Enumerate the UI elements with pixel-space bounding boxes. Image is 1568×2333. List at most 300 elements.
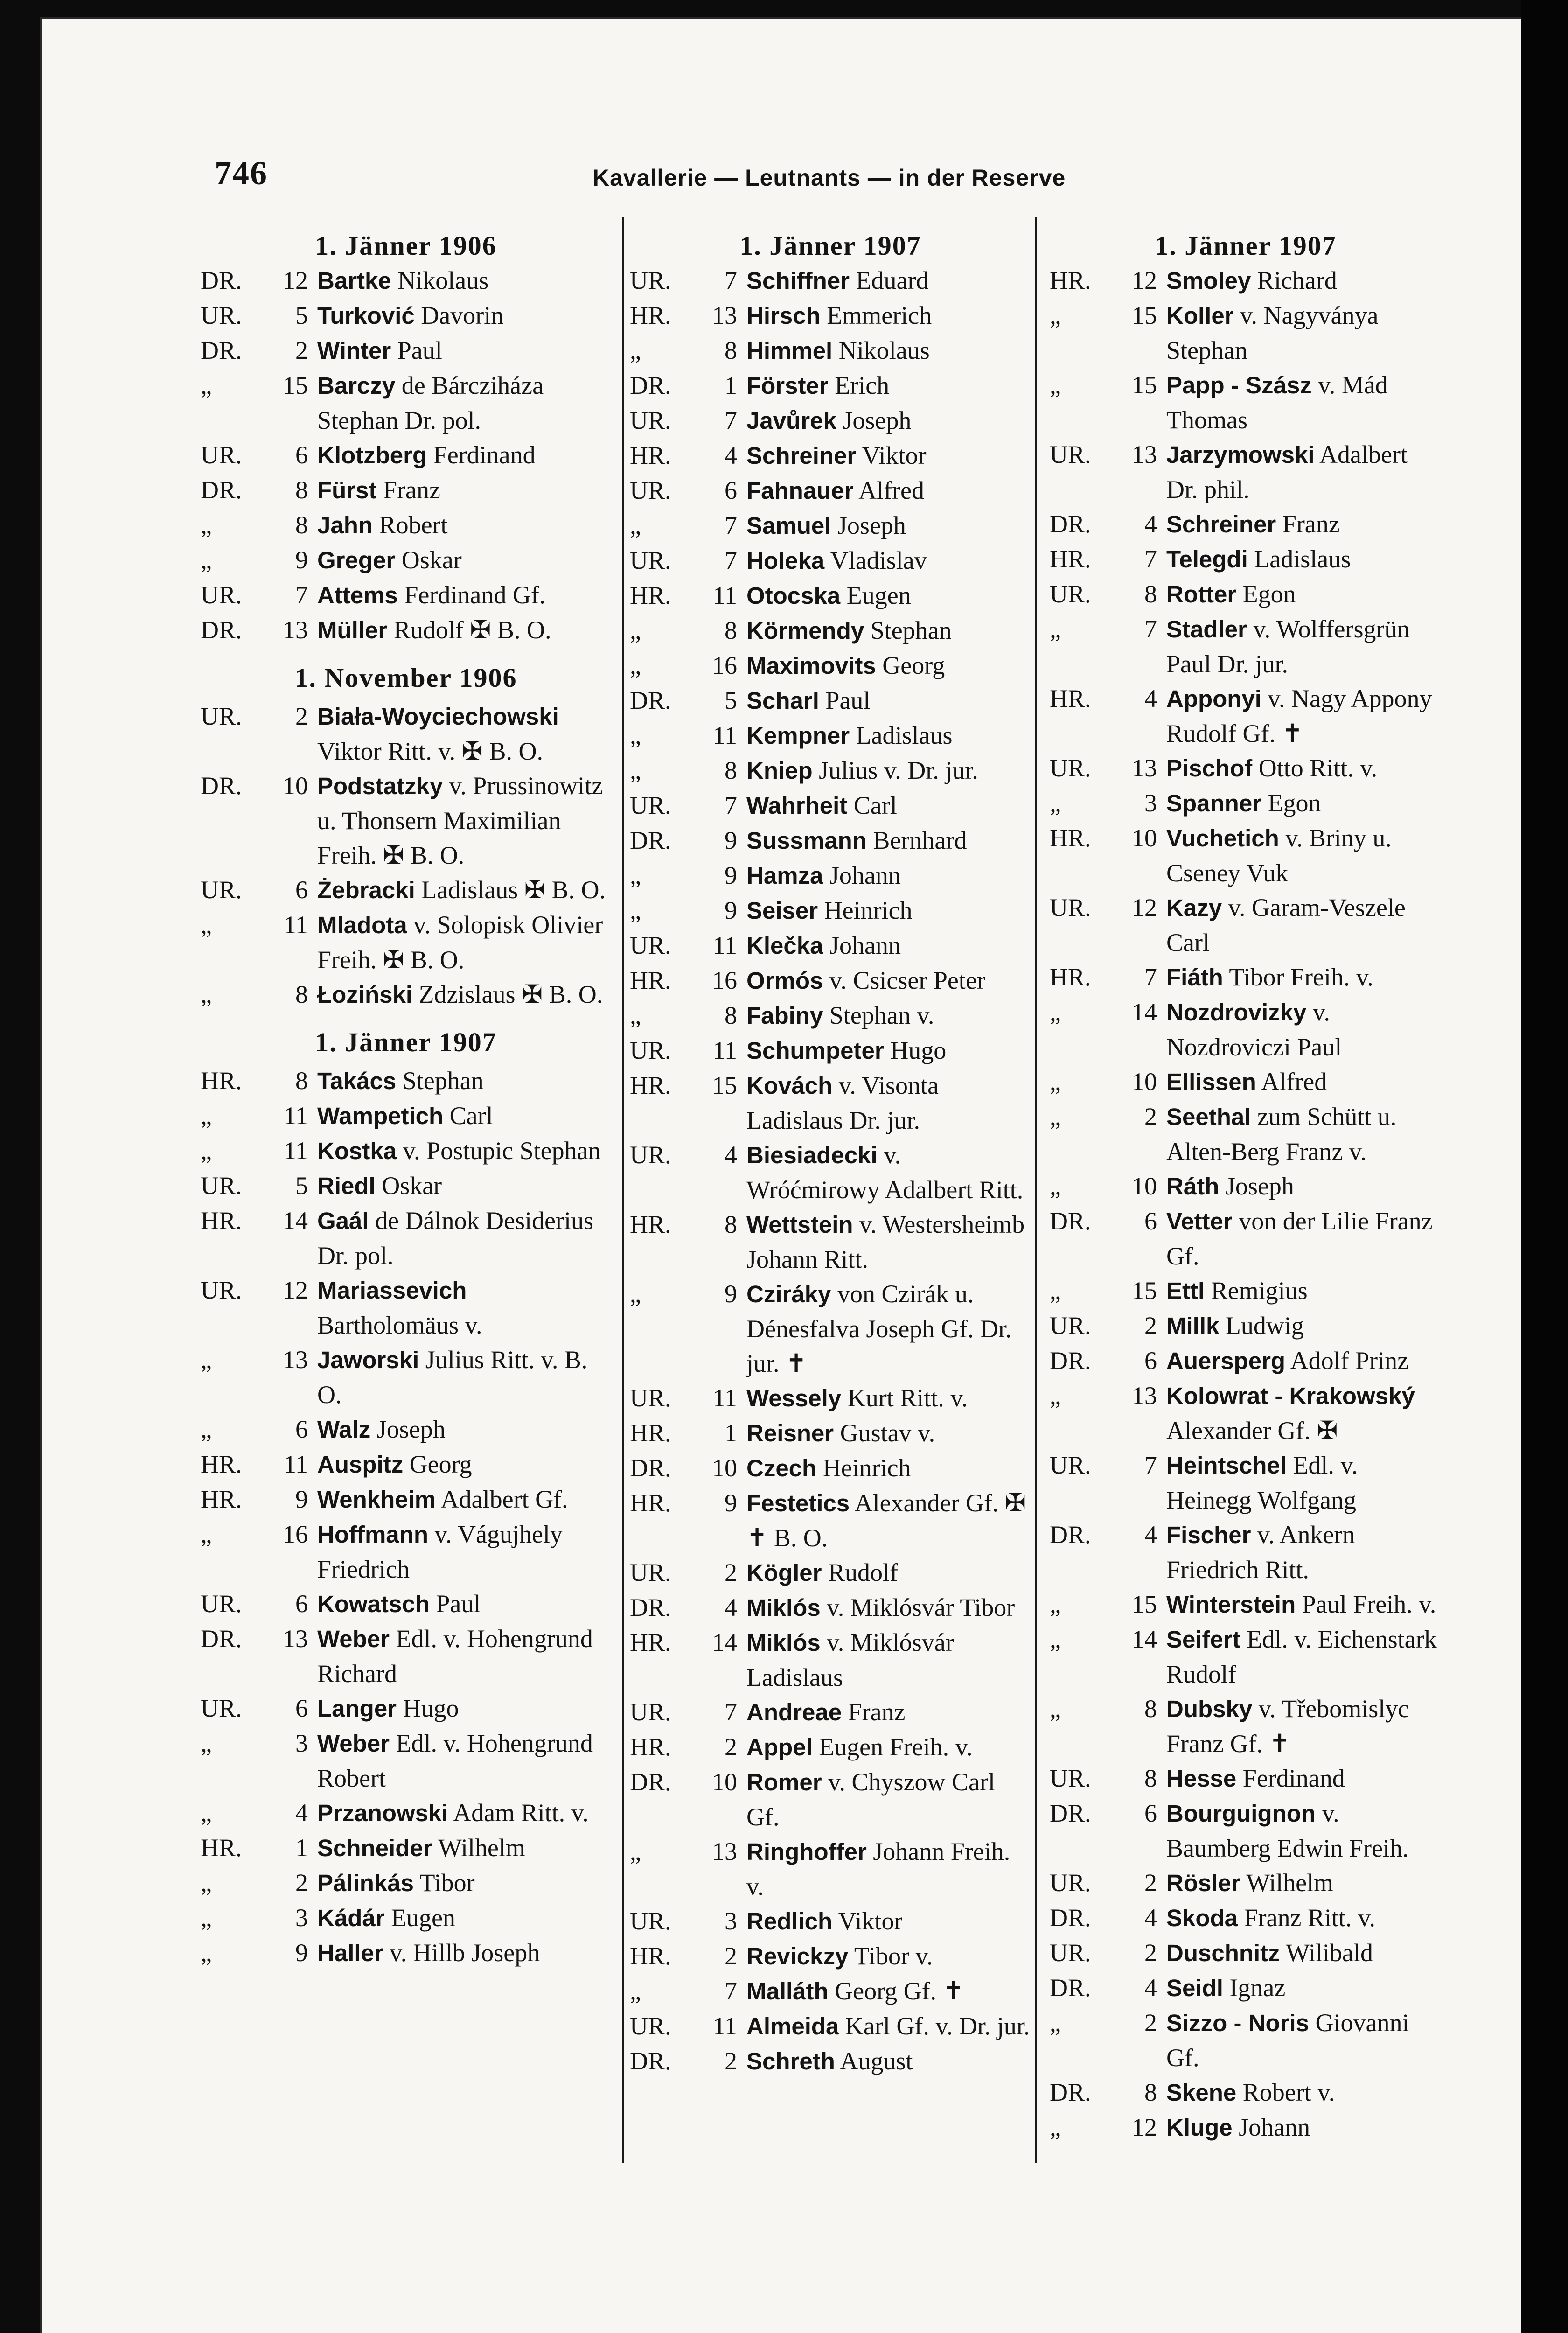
regiment-number: 4 [1144, 685, 1157, 712]
regiment-type: HR. [630, 1733, 671, 1761]
officer-entry [1050, 263, 1442, 298]
regiment-number: 4 [1144, 1521, 1157, 1549]
surname: Kovách [746, 1072, 833, 1099]
given-names: Wilhelm [432, 1834, 525, 1862]
surname: Seidl [1166, 1975, 1223, 2001]
given-names: Julius Ritt. v. B. O. [317, 1346, 588, 1409]
given-names: Franz [842, 1698, 906, 1726]
regiment-number: 4 [1144, 510, 1157, 538]
regiment-type: „ [630, 1977, 641, 2005]
regiment-type: „ [630, 1001, 641, 1029]
regiment-number: 5 [295, 301, 308, 329]
regiment-type: „ [201, 1939, 212, 1967]
surname: Kostka [317, 1138, 397, 1164]
regiment-type: „ [201, 1415, 212, 1443]
officer-entry [201, 1935, 611, 1970]
regiment-number: 8 [725, 756, 737, 784]
given-names: Emmerich [820, 301, 932, 329]
given-names: v. Nozdroviczi Paul [1166, 998, 1342, 1061]
officer-entry [630, 543, 1031, 578]
surname: Klotzberg [317, 442, 427, 468]
surname: Auspitz [317, 1451, 404, 1478]
regiment-type: HR. [630, 301, 671, 329]
regiment-number: 2 [295, 336, 308, 364]
officer-entry [201, 699, 611, 768]
officer-entry [201, 298, 611, 333]
officer-entry [630, 1590, 1031, 1625]
surname: Förster [746, 372, 829, 399]
officer-entry [201, 1795, 611, 1830]
officer-entry [630, 1277, 1031, 1381]
regiment-type: HR. [630, 1419, 671, 1447]
surname: Spanner [1166, 790, 1262, 817]
officer-entry [1050, 786, 1442, 821]
officer-entry [630, 298, 1031, 333]
regiment-number: 9 [725, 1489, 737, 1517]
surname: Millk [1166, 1313, 1220, 1339]
surname: Ráth [1166, 1173, 1220, 1200]
regiment-number: 7 [295, 581, 308, 609]
scan-edge [1521, 0, 1568, 2333]
surname: Czech [746, 1455, 817, 1481]
given-names: Viktor [856, 441, 927, 469]
regiment-type: „ [1050, 2009, 1061, 2037]
section-heading: 1. Jänner 1906 [315, 231, 497, 261]
regiment-type: UR. [201, 1276, 242, 1304]
given-names: Davorin [414, 301, 504, 329]
regiment-type: HR. [630, 581, 671, 609]
regiment-type: HR. [1050, 545, 1091, 573]
officer-entry [201, 873, 611, 908]
given-names: Stephan [396, 1067, 484, 1095]
officer-entry [201, 1517, 611, 1586]
surname: Kazy [1166, 894, 1222, 921]
regiment-number: 7 [1144, 963, 1157, 991]
regiment-type: DR. [1050, 1521, 1091, 1549]
regiment-type: „ [1050, 998, 1061, 1026]
regiment-type: „ [201, 371, 212, 399]
regiment-type: „ [630, 651, 641, 679]
regiment-number: 16 [712, 966, 737, 994]
given-names: v. Csicser Peter [823, 966, 985, 994]
given-names: de Dálnok Desiderius Dr. pol. [317, 1207, 593, 1270]
regiment-number: 2 [1144, 1103, 1157, 1131]
officer-entry [1050, 1587, 1442, 1622]
officer-entry [1050, 1935, 1442, 1970]
regiment-number: 2 [295, 702, 308, 730]
surname: Schreiner [1166, 511, 1276, 538]
regiment-type: „ [630, 616, 641, 644]
regiment-number: 4 [1144, 1904, 1157, 1932]
regiment-type: DR. [630, 1454, 671, 1482]
officer-entry [201, 263, 611, 298]
given-names: Paul [819, 686, 871, 714]
given-names: Eduard [850, 266, 929, 294]
officer-entry [201, 1482, 611, 1517]
regiment-number: 6 [295, 1694, 308, 1722]
surname: Skoda [1166, 1905, 1238, 1931]
regiment-number: 13 [283, 1346, 308, 1374]
regiment-type: DR. [1050, 1207, 1091, 1235]
surname: Rösler [1166, 1870, 1240, 1896]
officer-entry [201, 768, 611, 873]
given-names: Alexander Gf. ✠ ✝ B. O. [746, 1489, 1026, 1552]
regiment-number: 8 [295, 476, 308, 504]
surname: Ellissen [1166, 1069, 1256, 1095]
given-names: Otto Ritt. v. [1252, 754, 1378, 782]
given-names: Alfred [853, 476, 925, 504]
surname: Jarzymowski [1166, 441, 1315, 468]
officer-entry [1050, 2110, 1442, 2145]
regiment-number: 12 [283, 1276, 308, 1304]
officer-entry [630, 1834, 1031, 1904]
section-heading: 1. Jänner 1907 [315, 1027, 497, 1057]
regiment-number: 6 [1144, 1347, 1157, 1375]
officer-entry [630, 893, 1031, 928]
surname: Haller [317, 1940, 383, 1966]
given-names: v. Briny u. Cseney Vuk [1166, 824, 1392, 887]
regiment-type: UR. [1050, 754, 1091, 782]
regiment-type: „ [201, 1869, 212, 1897]
regiment-number: 2 [725, 1942, 737, 1970]
section-heading: 1. Jänner 1907 [1155, 231, 1337, 261]
regiment-type: „ [1050, 1382, 1061, 1410]
given-names: v. Prussinowitz u. Thonsern Maximilian Freih. ✠ B. O. [317, 772, 603, 869]
officer-entry [201, 613, 611, 648]
officer-entry [630, 1068, 1031, 1138]
regiment-number: 12 [283, 266, 308, 294]
officer-entry [630, 648, 1031, 683]
regiment-number: 15 [712, 1071, 737, 1099]
surname: Müller [317, 617, 388, 643]
given-names: Eugen Freih. v. [812, 1733, 973, 1761]
officer-entry [1050, 1691, 1442, 1761]
regiment-number: 7 [1144, 1451, 1157, 1479]
officer-entry [630, 2009, 1031, 2044]
regiment-type: „ [201, 911, 212, 939]
regiment-type: DR. [201, 476, 242, 504]
regiment-number: 3 [725, 1907, 737, 1935]
given-names: Bernhard [866, 826, 967, 854]
regiment-number: 5 [295, 1172, 308, 1200]
surname: Sussmann [746, 827, 867, 854]
given-names: v. Wolffersgrün Paul Dr. jur. [1166, 615, 1410, 678]
given-names: v. Miklósvár Ladislaus [746, 1628, 954, 1691]
surname: Wettstein [746, 1211, 853, 1238]
surname: Holeka [746, 547, 825, 574]
regiment-type: UR. [630, 266, 671, 294]
officer-entry [201, 1447, 611, 1482]
regiment-type: „ [1050, 615, 1061, 643]
surname: Weber [317, 1730, 390, 1757]
regiment-number: 6 [1144, 1207, 1157, 1235]
regiment-number: 4 [725, 1593, 737, 1621]
regiment-number: 13 [1132, 440, 1157, 468]
regiment-number: 2 [1144, 1312, 1157, 1340]
surname: Pálinkás [317, 1870, 414, 1896]
regiment-type: „ [630, 721, 641, 749]
regiment-number: 8 [725, 1210, 737, 1238]
regiment-type: „ [201, 1729, 212, 1757]
regiment-type: UR. [201, 581, 242, 609]
regiment-number: 14 [712, 1628, 737, 1656]
regiment-number: 11 [713, 1036, 737, 1064]
given-names: Egon [1236, 580, 1296, 608]
regiment-type: HR. [630, 1628, 671, 1656]
officer-entry [1050, 681, 1442, 751]
running-head: Kavallerie — Leutnants — in der Reserve [592, 165, 1066, 191]
surname: Kempner [746, 722, 850, 749]
regiment-type: HR. [201, 1485, 242, 1513]
regiment-number: 15 [1132, 301, 1157, 329]
given-names: Richard [1251, 266, 1337, 294]
regiment-type: „ [1050, 1590, 1061, 1618]
surname: Fischer [1166, 1522, 1251, 1548]
regiment-type: UR. [1050, 440, 1091, 468]
regiment-type: „ [201, 1102, 212, 1130]
regiment-type: UR. [630, 546, 671, 574]
regiment-number: 13 [1132, 1382, 1157, 1410]
surname: Dubsky [1166, 1696, 1253, 1722]
surname: Langer [317, 1695, 397, 1722]
given-names: Zdzislaus ✠ B. O. [412, 980, 603, 1008]
regiment-type: HR. [201, 1207, 242, 1235]
regiment-type: UR. [1050, 580, 1091, 608]
surname: Schneider [317, 1835, 432, 1861]
officer-entry [630, 1207, 1031, 1277]
officer-entry [1050, 1308, 1442, 1343]
officer-entry [201, 1098, 611, 1133]
surname: Schreiner [746, 442, 857, 469]
regiment-number: 10 [283, 772, 308, 800]
regiment-number: 8 [295, 980, 308, 1008]
officer-entry [1050, 821, 1442, 890]
regiment-type: „ [201, 1904, 212, 1932]
regiment-type: HR. [201, 1067, 242, 1095]
regiment-type: „ [201, 980, 212, 1008]
given-names: Johann [823, 931, 901, 959]
regiment-number: 11 [284, 1137, 308, 1165]
regiment-number: 8 [1144, 580, 1157, 608]
officer-entry [630, 2044, 1031, 2079]
given-names: Georg Gf. ✝ [828, 1977, 964, 2005]
officer-entry [1050, 368, 1442, 437]
given-names: Tibor v. [848, 1942, 933, 1970]
given-names: v. Solopisk Olivier Freih. ✠ B. O. [317, 911, 603, 974]
surname: Malláth [746, 1978, 829, 2005]
officer-entry [1050, 2075, 1442, 2110]
surname: Kowatsch [317, 1591, 430, 1617]
given-names: Joseph [1219, 1172, 1294, 1200]
given-names: Bartholomäus v. [317, 1311, 482, 1339]
regiment-number: 15 [1132, 1277, 1157, 1305]
regiment-type: „ [1050, 371, 1061, 399]
given-names: Alexander Gf. ✠ [1166, 1417, 1338, 1445]
regiment-type: DR. [630, 686, 671, 714]
regiment-number: 2 [725, 1558, 737, 1586]
regiment-number: 7 [1144, 615, 1157, 643]
regiment-number: 3 [1144, 789, 1157, 817]
given-names: Adolf Prinz [1285, 1347, 1409, 1375]
regiment-type: DR. [1050, 1799, 1091, 1827]
given-names: Kurt Ritt. v. [841, 1384, 968, 1412]
given-names: Oskar [375, 1172, 442, 1200]
regiment-number: 14 [283, 1207, 308, 1235]
regiment-number: 7 [1144, 545, 1157, 573]
surname: Riedl [317, 1173, 376, 1199]
regiment-type: HR. [630, 1942, 671, 1970]
surname: Gaál [317, 1208, 369, 1234]
regiment-type: HR. [630, 966, 671, 994]
surname: Schiffner [746, 267, 850, 294]
given-names: Ladislaus ✠ B. O. [415, 876, 606, 904]
surname: Nozdrovizky [1166, 999, 1307, 1026]
given-names: v. Postupic Stephan [397, 1137, 601, 1165]
regiment-number: 16 [283, 1520, 308, 1548]
regiment-number: 8 [1144, 2078, 1157, 2106]
regiment-type: „ [1050, 789, 1061, 817]
officer-entry [1050, 960, 1442, 995]
regiment-number: 11 [713, 1384, 737, 1412]
regiment-number: 11 [284, 911, 308, 939]
given-names: Edl. v. Heinegg Wolfgang [1166, 1451, 1358, 1514]
column-rule-2 [1035, 217, 1037, 2163]
regiment-type: UR. [1050, 1312, 1091, 1340]
given-names: v. Visonta Ladislaus Dr. jur. [746, 1071, 939, 1134]
officer-entry [630, 263, 1031, 298]
officer-entry [201, 508, 611, 543]
given-names: Georg [876, 651, 945, 679]
regiment-type: DR. [201, 772, 242, 800]
surname: Kluge [1166, 2114, 1233, 2141]
regiment-number: 10 [1132, 1068, 1157, 1096]
regiment-number: 2 [1144, 2009, 1157, 2037]
given-names: Adalbert Gf. [436, 1485, 568, 1513]
officer-entry [1050, 298, 1442, 368]
surname: Mladota [317, 912, 407, 938]
given-names: v. Westersheimb Johann Ritt. [746, 1210, 1025, 1273]
regiment-type: „ [630, 756, 641, 784]
regiment-type: DR. [1050, 2078, 1091, 2106]
regiment-number: 2 [295, 1869, 308, 1897]
regiment-number: 6 [295, 1415, 308, 1443]
regiment-type: DR. [1050, 510, 1091, 538]
surname: Almeida [746, 2013, 839, 2040]
surname: Vuchetich [1166, 825, 1279, 852]
surname: Biała-Woyciechowski [317, 703, 559, 730]
regiment-number: 8 [295, 511, 308, 539]
regiment-type: UR. [201, 1694, 242, 1722]
surname: Fahnauer [746, 477, 854, 504]
given-names: Paul [391, 336, 442, 364]
regiment-number: 11 [284, 1450, 308, 1478]
given-names: Erich [828, 371, 890, 399]
officer-entry [201, 1830, 611, 1865]
surname: Cziráky [746, 1281, 831, 1307]
regiment-number: 15 [1132, 1590, 1157, 1618]
given-names: v. Ankern Friedrich Ritt. [1166, 1521, 1355, 1584]
surname: Seethal [1166, 1104, 1251, 1130]
given-names: zum Schütt u. Alten-Berg Franz v. [1166, 1103, 1397, 1166]
regiment-type: UR. [1050, 894, 1091, 922]
column-1 [201, 229, 611, 1970]
officer-entry [201, 578, 611, 613]
regiment-type: HR. [1050, 266, 1091, 294]
officer-entry [201, 908, 611, 977]
surname: Hesse [1166, 1765, 1237, 1792]
surname: Mariassevich [317, 1277, 467, 1304]
regiment-type: DR. [630, 1593, 671, 1621]
given-names: de Bárcziháza Stephan Dr. pol. [317, 371, 544, 434]
surname: Festetics [746, 1490, 850, 1516]
regiment-number: 13 [283, 1625, 308, 1653]
surname: Turković [317, 302, 415, 329]
given-names: v. Mád Thomas [1166, 371, 1388, 434]
surname: Podstatzky [317, 773, 443, 799]
given-names: Adalbert Dr. phil. [1166, 440, 1408, 503]
given-names: Remigius [1205, 1277, 1308, 1305]
given-names: Franz [376, 476, 440, 504]
officer-entry [1050, 1900, 1442, 1935]
given-names: Georg [403, 1450, 472, 1478]
regiment-type: DR. [1050, 1904, 1091, 1932]
regiment-number: 4 [1144, 1974, 1157, 2002]
regiment-type: UR. [630, 406, 671, 434]
surname: Miklós [746, 1629, 821, 1656]
surname: Miklós [746, 1594, 821, 1621]
officer-entry [630, 823, 1031, 858]
officer-entry [201, 438, 611, 473]
given-names: Eugen [840, 581, 911, 609]
officer-entry [201, 1342, 611, 1412]
regiment-type: „ [201, 546, 212, 574]
regiment-type: „ [201, 1137, 212, 1165]
regiment-type: UR. [1050, 1451, 1091, 1479]
regiment-type: DR. [201, 336, 242, 364]
given-names: von Czirák u. Dénesfalva Joseph Gf. Dr. jur. ✝ [746, 1280, 1012, 1377]
given-names: Tibor [413, 1869, 475, 1897]
surname: Samuel [746, 512, 831, 539]
regiment-type: „ [1050, 1172, 1061, 1200]
given-names: v. Miklósvár Tibor [820, 1593, 1015, 1621]
regiment-type: DR. [1050, 1347, 1091, 1375]
regiment-type: UR. [201, 441, 242, 469]
given-names: Rudolf ✠ B. O. [387, 616, 551, 644]
given-names: v. Baumberg Edwin Freih. [1166, 1799, 1409, 1862]
officer-entry [201, 473, 611, 508]
regiment-type: DR. [630, 371, 671, 399]
officer-entry [630, 368, 1031, 403]
surname: Winterstein [1166, 1591, 1296, 1618]
officer-entry [1050, 1099, 1442, 1169]
regiment-type: UR. [630, 1698, 671, 1726]
officer-entry [1050, 577, 1442, 612]
officer-entry [630, 1904, 1031, 1939]
officer-entry [630, 508, 1031, 543]
regiment-type: DR. [630, 826, 671, 854]
regiment-number: 2 [1144, 1939, 1157, 1967]
regiment-number: 1 [725, 371, 737, 399]
surname: Pischof [1166, 755, 1253, 782]
officer-entry [630, 403, 1031, 438]
officer-entry [201, 1168, 611, 1203]
officer-entry [201, 1865, 611, 1900]
regiment-number: 2 [725, 2047, 737, 2075]
surname: Andreae [746, 1699, 842, 1725]
regiment-type: „ [630, 896, 641, 924]
officer-entry [201, 1586, 611, 1621]
column-rule-1 [622, 217, 624, 2163]
